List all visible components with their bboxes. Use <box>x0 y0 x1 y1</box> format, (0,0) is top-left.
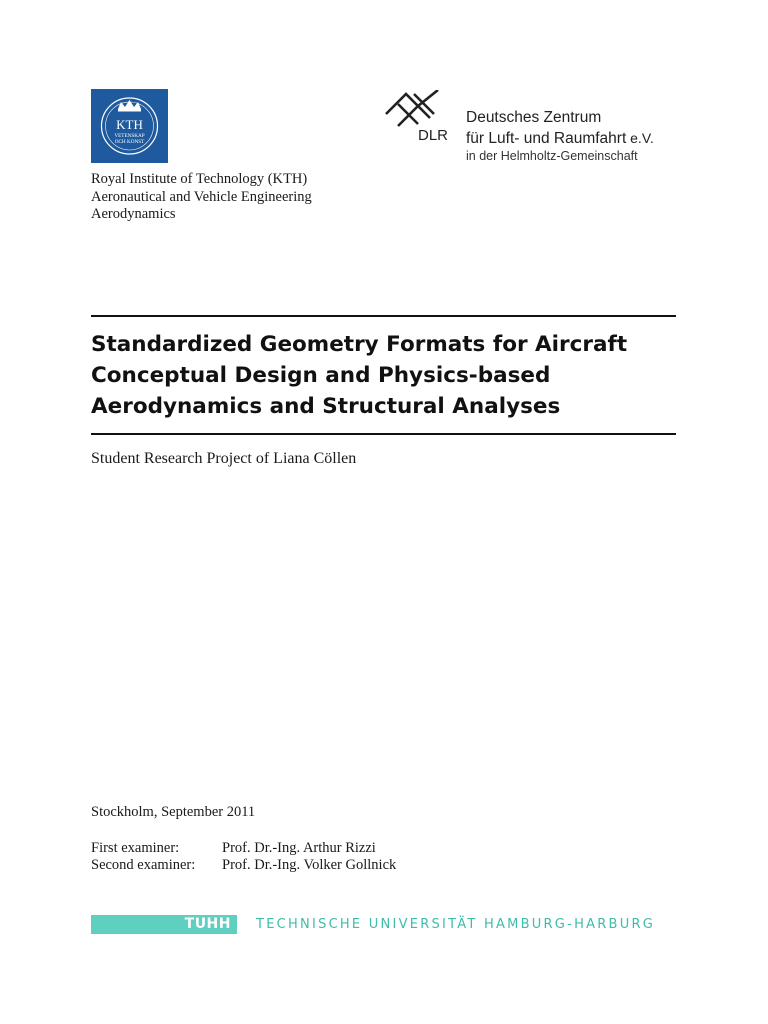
institution-division: Aerodynamics <box>91 206 176 222</box>
dlr-logo-mark <box>384 90 454 142</box>
institution-department: Aeronautical and Vehicle Engineering <box>91 188 312 205</box>
tuhh-full-name: TECHNISCHE UNIVERSITÄT HAMBURG-HARBURG <box>256 917 656 932</box>
kth-motto-line2: OCH KONST <box>114 139 145 145</box>
institution-university: Royal Institute of Technology (KTH) <box>91 171 308 187</box>
place-date: Stockholm, September 2011 <box>91 804 256 820</box>
examiner-name: Prof. Dr.-Ing. Volker Gollnick <box>222 857 397 873</box>
examiner-row-first <box>91 840 396 857</box>
kth-logo <box>91 89 168 163</box>
tuhh-abbr: TUHH <box>184 916 231 932</box>
dlr-subline: in der Helmholtz-Gemeinschaft <box>466 149 638 163</box>
examiner-label: Second examiner: <box>91 857 196 873</box>
title-rule-bottom <box>91 433 676 435</box>
title-rule-top <box>91 315 676 317</box>
examiners-block <box>91 840 396 874</box>
document-title <box>91 329 681 422</box>
dlr-name-line2-text: für Luft- und Raumfahrt <box>466 130 627 147</box>
document-subtitle: Student Research Project of Liana Cöllen <box>91 450 357 467</box>
dlr-name-line1: Deutsches Zentrum <box>466 109 602 126</box>
kth-crest-icon <box>91 89 168 163</box>
institution-block <box>91 171 312 224</box>
tuhh-logo-bar <box>91 915 237 934</box>
dlr-name-suffix: e.V. <box>626 130 654 146</box>
kth-abbr: KTH <box>116 117 143 132</box>
dlr-abbr: DLR <box>418 127 449 142</box>
kth-motto-line1: VETENSKAP <box>114 133 145 139</box>
title-line-2: Conceptual Design and Physics-based <box>91 363 551 388</box>
dlr-name-line2 <box>466 128 654 149</box>
examiner-label: First examiner: <box>91 840 180 856</box>
examiner-row-second <box>91 857 396 874</box>
dlr-name <box>466 108 654 149</box>
title-line-3: Aerodynamics and Structural Analyses <box>91 394 561 419</box>
examiner-name: Prof. Dr.-Ing. Arthur Rizzi <box>222 840 376 856</box>
title-line-1: Standardized Geometry Formats for Aircraft <box>91 332 628 357</box>
dlr-wings-icon <box>384 90 454 142</box>
